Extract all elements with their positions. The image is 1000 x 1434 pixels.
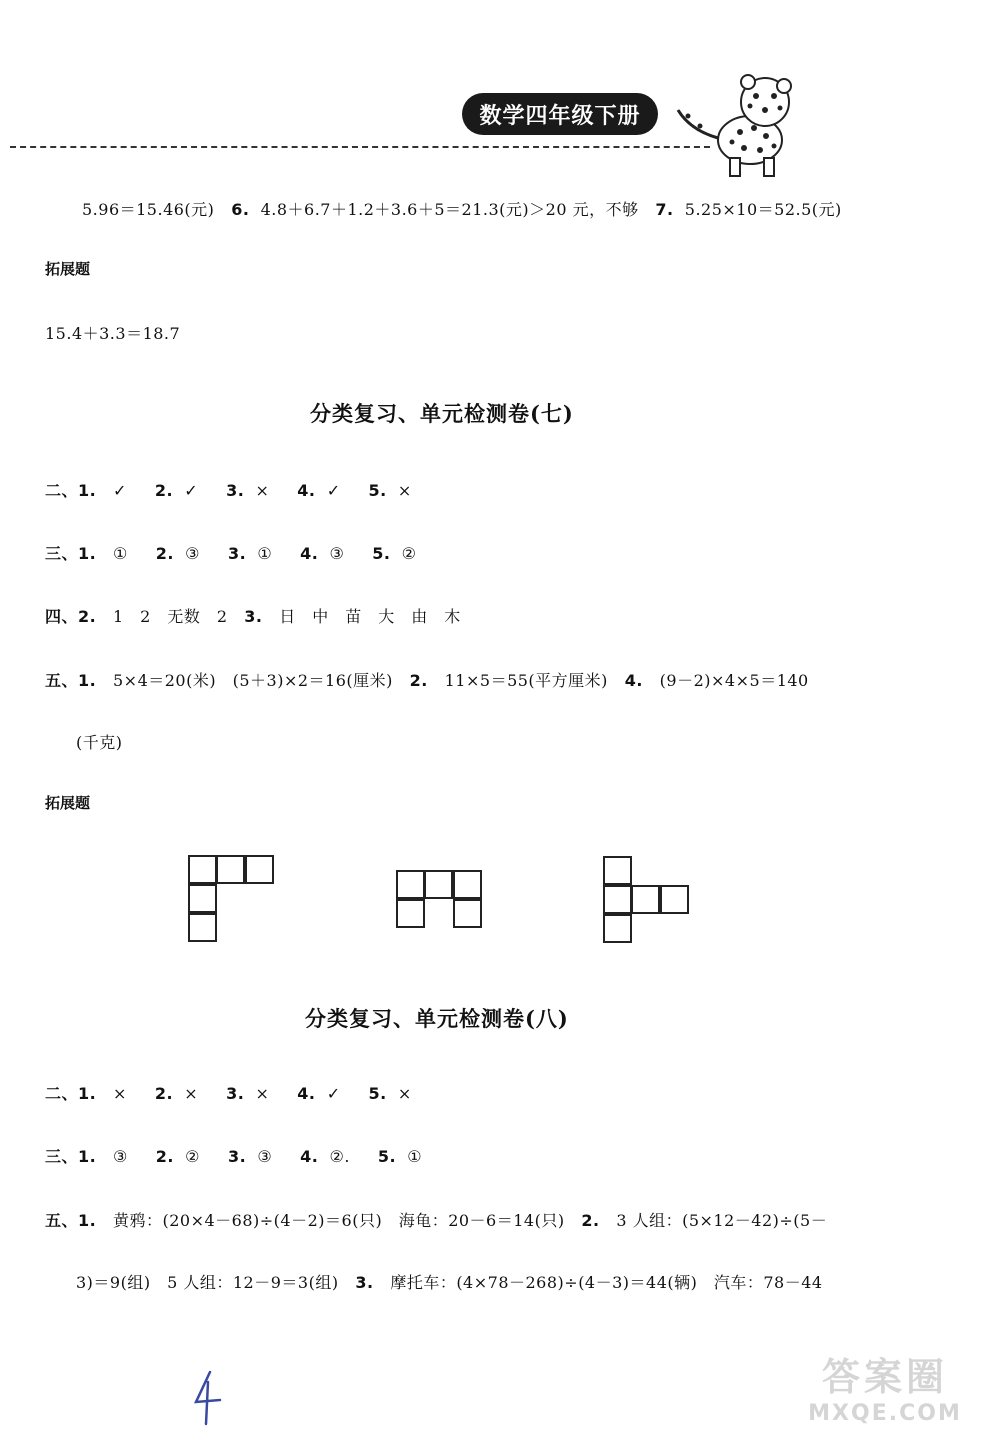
q2-num-4: 4.	[297, 481, 316, 500]
header-divider	[10, 146, 710, 148]
q5-answer-1: 5×4＝20(米) (5＋3)×2＝16(厘米)	[112, 671, 393, 690]
handwritten-number	[192, 1368, 224, 1428]
q2-answer-3: ×	[255, 1084, 270, 1103]
q4-answer-3: 日 中 苗 大 由 木	[279, 607, 461, 626]
q3-label: 三、1.	[45, 1147, 97, 1166]
net-square	[245, 855, 274, 884]
q5-answer-2: 3 人组：(5×12－42)÷(5－	[616, 1211, 828, 1230]
q2-answer-5: ×	[397, 1084, 412, 1103]
net-square	[631, 885, 660, 914]
book-title-badge	[462, 93, 658, 135]
answer-5: 5.96＝15.46(元)	[82, 200, 215, 219]
net-square	[603, 856, 632, 885]
q2-num-2: 2.	[154, 1084, 174, 1103]
q2-num-2: 2.	[154, 481, 174, 500]
q2-num-5: 5.	[368, 481, 387, 500]
net-square	[660, 885, 689, 914]
q2-answer-4: ✓	[326, 1084, 341, 1103]
q3-answer-3: ③	[257, 1147, 273, 1166]
q3-answer-1: ③	[112, 1147, 128, 1166]
q5-num-2: 2.	[581, 1211, 600, 1230]
q2-num-5: 5.	[368, 1084, 387, 1103]
q2-answer-3: ×	[255, 481, 270, 500]
q5-answer-4: (9－2)×4×5＝140	[659, 671, 809, 690]
answer-6: 4.8＋6.7＋1.2＋3.6＋5＝21.3(元)＞20 元，不够	[260, 200, 639, 219]
watermark-top-text: 答案圈	[821, 1355, 948, 1399]
question-number-7: 7.	[655, 200, 674, 219]
q5-label: 五、1.	[45, 671, 97, 690]
q3-label: 三、1.	[45, 544, 97, 563]
q2-num-3: 3.	[226, 1084, 245, 1103]
leopard-mascot-icon	[670, 70, 800, 180]
q3-answer-3: ①	[257, 544, 273, 563]
net-square	[603, 885, 632, 914]
q3-num-5: 5.	[377, 1147, 397, 1166]
q2-num-4: 4.	[297, 1084, 316, 1103]
q3-answer-1: ①	[112, 544, 128, 563]
q3-num-2: 2.	[155, 544, 174, 563]
section7-q5-row	[45, 668, 809, 691]
q2-answer-1: ✓	[112, 481, 127, 500]
q2-answer-4: ✓	[326, 481, 341, 500]
section8-q5-row-1	[45, 1208, 827, 1231]
section8-q3-row	[45, 1144, 422, 1167]
net-square	[188, 884, 217, 913]
q5-answer-3: 摩托车：(4×78－268)÷(4－3)＝44(辆) 汽车：78－44	[390, 1273, 823, 1292]
net-square	[424, 870, 453, 899]
watermark-bottom-text: MXQE.COM	[808, 1401, 962, 1426]
q3-num-3: 3.	[227, 544, 247, 563]
section7-q4-row	[45, 604, 461, 627]
extension-answer-1: 15.4＋3.3＝18.7	[45, 324, 181, 343]
q3-num-4: 4.	[300, 544, 319, 563]
extension-heading-1: 拓展题	[45, 260, 91, 278]
section-title-7: 分类复习、单元检测卷(七)	[310, 401, 574, 426]
question-number-6: 6.	[231, 200, 250, 219]
q3-answer-4: ②.	[329, 1147, 350, 1166]
q3-answer-5: ①	[407, 1147, 423, 1166]
net-square	[396, 870, 425, 899]
q5-num-2: 2.	[409, 671, 428, 690]
q4-label: 四、2.	[45, 607, 97, 626]
q5-answer-2: 11×5＝55(平方厘米)	[444, 671, 608, 690]
q5-num-3: 3.	[355, 1273, 374, 1292]
q4-num-3: 3.	[244, 607, 263, 626]
q2-answer-1: ×	[112, 1084, 127, 1103]
q2-answer-5: ×	[397, 481, 412, 500]
book-title: 数学四年级下册	[479, 103, 641, 129]
q2-label: 二、1.	[45, 1084, 97, 1103]
net-square	[453, 899, 482, 928]
q3-answer-4: ③	[329, 544, 345, 563]
section7-q3-row	[45, 541, 417, 564]
section8-q5-row-2	[76, 1270, 823, 1293]
net-square	[453, 870, 482, 899]
q3-num-4: 4.	[300, 1147, 319, 1166]
q3-num-2: 2.	[155, 1147, 174, 1166]
section8-q2-row	[45, 1081, 412, 1104]
q3-answer-2: ②	[185, 1147, 200, 1166]
q2-label: 二、1.	[45, 481, 97, 500]
q2-answer-2: ×	[184, 1084, 199, 1103]
q5-num-4: 4.	[624, 671, 643, 690]
section-title-8: 分类复习、单元检测卷(八)	[305, 1006, 569, 1031]
net-square	[396, 899, 425, 928]
answer-7: 5.25×10＝52.5(元)	[684, 200, 842, 219]
watermark-logo	[790, 1346, 980, 1426]
q3-answer-2: ③	[185, 544, 200, 563]
net-square	[188, 855, 217, 884]
section7-q2-row	[45, 478, 412, 501]
q5-answer-2-cont: 3)＝9(组) 5 人组：12－9＝3(组)	[76, 1273, 339, 1292]
q5-answer-1: 黄鸦：(20×4－68)÷(4－2)＝6(只) 海龟：20－6＝14(只)	[112, 1211, 565, 1230]
q2-answer-2: ✓	[184, 481, 199, 500]
q3-num-5: 5.	[372, 544, 391, 563]
q3-num-3: 3.	[227, 1147, 247, 1166]
net-square	[603, 914, 632, 943]
q5-label: 五、1.	[45, 1211, 97, 1230]
q2-num-3: 3.	[226, 481, 245, 500]
net-square	[188, 913, 217, 942]
answer-line-prev	[82, 197, 842, 220]
q4-answer-2: 1 2 无数 2	[112, 607, 228, 626]
section7-q5-continuation: (千克)	[76, 733, 123, 752]
q3-answer-5: ②	[401, 544, 417, 563]
net-square	[216, 855, 245, 884]
extension-heading-2: 拓展题	[45, 794, 91, 812]
